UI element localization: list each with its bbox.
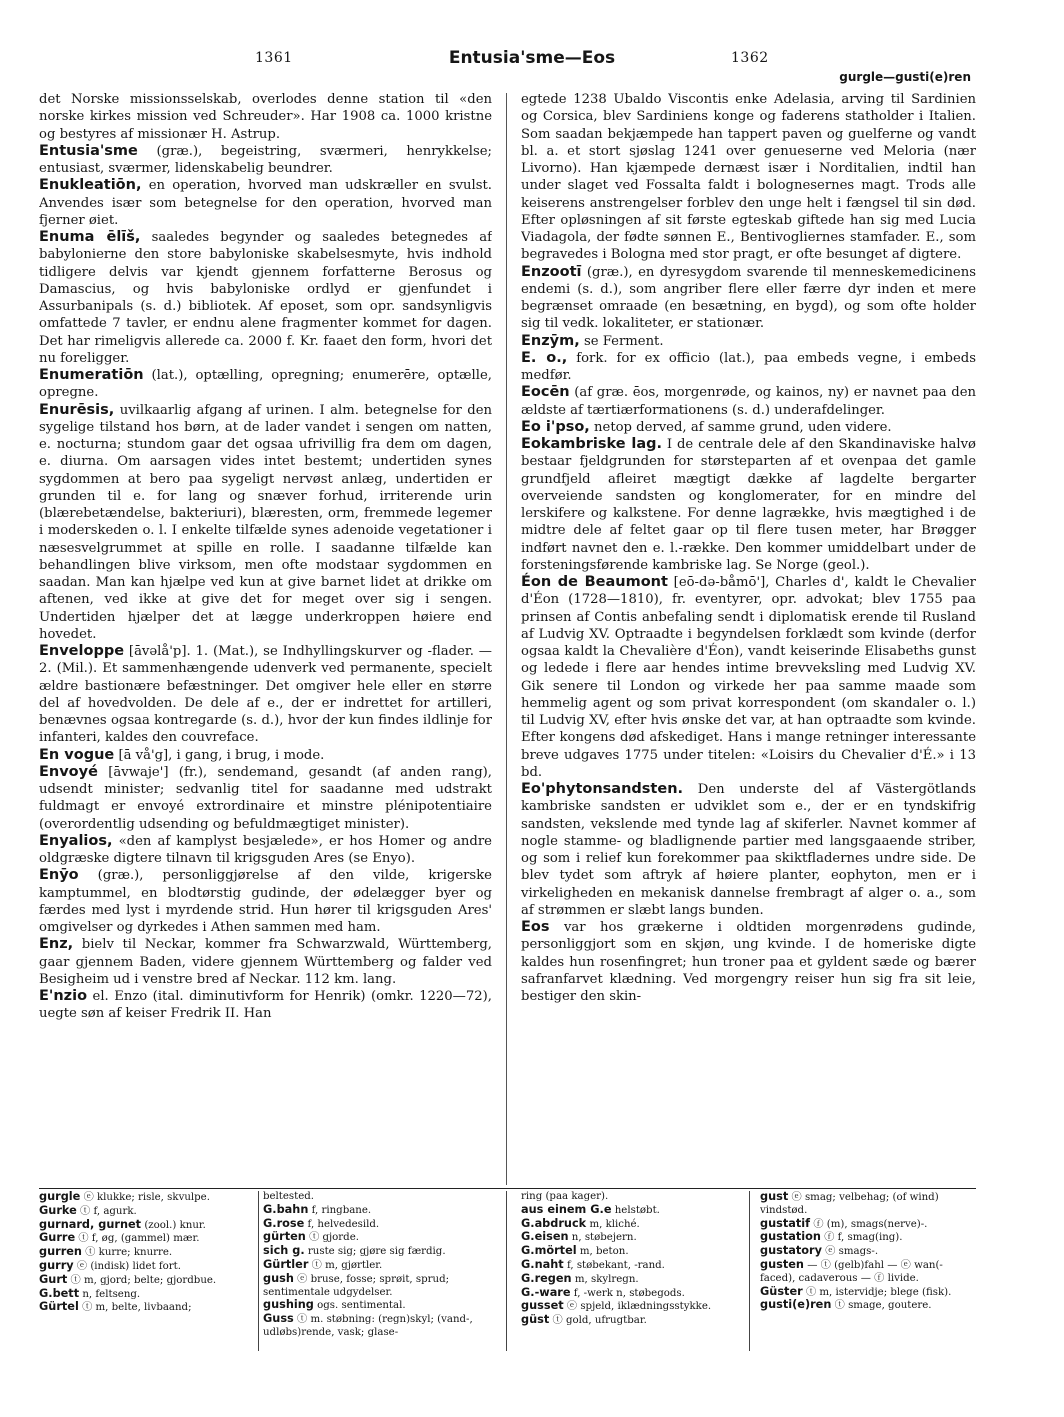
entry-text: ⓣ f, øg, (gammel) mær.: [78, 1233, 200, 1245]
dictionary-entry: [760, 1191, 976, 1218]
entry-headword: G.bahn: [263, 1202, 309, 1216]
dictionary-entry: [760, 1245, 976, 1259]
entry-headword: güst: [521, 1313, 550, 1327]
dictionary-entry: [521, 1287, 742, 1301]
entry-text: ⓔ smag; velbehag; (of wind) vindstød.: [760, 1192, 939, 1216]
entry-headword: En vogue: [39, 746, 115, 763]
entry-headword: gurnard, gurnet: [39, 1217, 142, 1231]
dictionary-entry: [39, 833, 492, 868]
dictionary-entry: [521, 436, 976, 574]
dictionary-entry: [39, 764, 492, 833]
dictionary-entry: [39, 867, 492, 936]
entry-headword: G.mörtel: [521, 1244, 577, 1258]
dictionary-entry: [263, 1313, 497, 1340]
entry-headword: Enumeratiōn: [39, 367, 144, 383]
entry-headword: Güster: [760, 1284, 803, 1298]
entry-headword: Guss: [263, 1312, 294, 1326]
entry-text: el. Enzo (ital. diminutivform for Henrik) (omkr. 1220—72), uegte søn af keiser Fredrik II. Han: [39, 989, 492, 1022]
entry-headword: Enz,: [39, 936, 74, 953]
dictionary-entry: [263, 1204, 497, 1218]
dictionary-entry: [760, 1218, 976, 1232]
entry-text: ⓕ f, smag(ing).: [824, 1232, 903, 1244]
entry-text: m, kliché.: [589, 1218, 640, 1230]
entry-headword: gustatory: [760, 1244, 822, 1258]
entry-text: — ⓣ (gelb)fahl — ⓔ wan(-faced), cadaverous — ⓕ livide.: [760, 1259, 943, 1284]
guide-words: gurgle—gusti(e)ren: [839, 70, 971, 84]
entry-text: ogs. sentimental.: [317, 1300, 406, 1312]
dictionary-entry: [521, 1231, 742, 1245]
entry-text: ⓣ m, istervidje; blege (fisk).: [805, 1286, 952, 1298]
dictionary-entry: [521, 333, 976, 350]
entry-headword: G.-ware: [521, 1285, 571, 1299]
dictionary-entry: [521, 1314, 742, 1328]
entry-headword: Enuma ēlīš,: [39, 229, 141, 245]
footer-divider: [749, 1191, 750, 1351]
entry-text: beltested.: [263, 1191, 315, 1202]
entry-text: (af græ. ēos, morgenrøde, og kainos, ny) er navnet paa den ældste af tærtiærformationens (s. d.) underafdelinger.: [521, 385, 976, 418]
entry-text: [āvəlå'p]. 1. (Mat.), se Indhyllingskurver og -flader. — 2. (Mil.). Et sammenhængende udenverk ved permanente, specielt ældre bastionære befæstninger. Det omgiver hele eller en større del af hovedvolden. De dele af e., der er indrettet for artilleri, benævnes ogsaa kontregarde (s. d.), hvor der kun findes ildlinje for infanteri, kaldes den couvreface.: [39, 644, 492, 746]
entry-headword: G.eisen: [521, 1230, 569, 1244]
entry-headword: Enzȳm,: [521, 332, 580, 349]
entry-text: f, støbekant, -rand.: [566, 1259, 665, 1271]
entry-headword: G.abdruck: [521, 1216, 587, 1230]
entry-text: helstøbt.: [614, 1204, 660, 1216]
footer-rule: [39, 1188, 976, 1189]
entry-headword: Enukleatiōn,: [39, 177, 142, 194]
entry-headword: Enȳo: [39, 867, 79, 884]
entry-text: ⓔ bruse, fosse; sprøit, sprud; sentimentale udgydelser.: [263, 1273, 450, 1298]
dictionary-entry: [39, 177, 492, 229]
entry-headword: G.rose: [263, 1216, 305, 1230]
dictionary-entry: [39, 229, 492, 367]
dictionary-entry: [263, 1218, 497, 1232]
entry-headword: Gürtel: [39, 1300, 79, 1314]
entry-text: n, feltseng.: [82, 1288, 141, 1300]
entry-text: [ā vå'g], i gang, i brug, i mode.: [118, 747, 325, 763]
dictionary-entry: [521, 350, 976, 385]
dictionary-entry: [760, 1299, 976, 1313]
entry-text: f, -werk n, støbegods.: [573, 1287, 685, 1299]
entry-headword: gusset: [521, 1299, 564, 1313]
dictionary-entry: [263, 1299, 497, 1313]
entry-headword: E. o.,: [521, 349, 568, 366]
dictionary-entry: [521, 91, 976, 264]
dictionary-entry: [39, 643, 492, 747]
entry-text: se Ferment.: [583, 333, 664, 349]
footer-column-3: [521, 1191, 742, 1391]
entry-text: (græ.), begeistring, sværmeri, henrykkelse; entusiast, sværmer, lidenskabelig beundrer.: [39, 143, 492, 176]
dictionary-entry: [39, 1232, 254, 1246]
dictionary-entry: [521, 264, 976, 333]
dictionary-entry: [39, 936, 492, 988]
right-column: [521, 91, 976, 1187]
entry-headword: aus einem G.e: [521, 1202, 612, 1216]
entry-text: saaledes begynder og saaledes betegnedes af babylonierne den store babyloniske skabelsesmyte, hvis indhold tidligere delvis var kjendt gjennem forfatterne Berosus og Damascius, og hvis babyloniske ordlyd er gjenfundet i Assurbanipals (s. d.) bibliotek. Af eposet, som opr. sandsynligvis omfattede 7 tavler, er endnu alene fragmenter kommet for dagen. Det har rimeligvis allerede ca. 2000 f. Kr. faaet den form, hvori det nu foreligger.: [39, 230, 492, 366]
entry-headword: G.bett: [39, 1286, 80, 1300]
entry-headword: Gurre: [39, 1231, 76, 1245]
entry-text: n, støbejern.: [571, 1232, 637, 1244]
dictionary-entry: [521, 1259, 742, 1273]
entry-headword: Enyalios,: [39, 832, 113, 849]
entry-headword: Eos: [521, 919, 550, 935]
entry-headword: Enveloppe: [39, 643, 125, 659]
entry-headword: Gurt: [39, 1272, 68, 1286]
entry-text: ring (paa kager).: [521, 1191, 609, 1202]
entry-text: en operation, hvorved man udskræller en svulst. Anvendes især som betegnelse for den operation, hvorved man fjerner øiet.: [39, 178, 492, 228]
entry-headword: Enzootī: [521, 263, 582, 280]
entry-text: ruste sig; gjøre sig færdig.: [307, 1246, 446, 1258]
entry-text: ⓔ smags-.: [825, 1246, 879, 1258]
entry-text: ⓣ kurre; knurre.: [85, 1247, 173, 1259]
dictionary-entry: [521, 1218, 742, 1232]
entry-text: [eō-də-båmō'], Charles d', kaldt le Chevalier d'Éon (1728—1810), fr. eventyrer, opr. advokat; blev 1755 paa prinsen af Contis anbefaling sendt i diplomatisk erende til Rusland af Ludvig XV. Optraadte i begyndelsen forklædt som kvinde (derfor ogsaa kaldt la Chevalière d'Éon), vandt keiserinde Elisabeths gunst og ledede i flere aar hendes intime brevveksling med Ludvig XV. Gik senere til London og virkede her paa samme maade som hemmelig agent og som privat korrespondent (om skandaler o. l.) til Ludvig XV, efter hvis ønske det var, at han optraadte som kvinde. Efter kongens død afskediget. Hans i mange retninger interessante breve udgaves 1775 under titelen: «Loisirs du Chevalier d'É.» i 13 bd.: [521, 575, 976, 780]
dictionary-entry: [263, 1245, 497, 1259]
entry-headword: gusten: [760, 1257, 804, 1271]
entry-text: m, skylregn.: [574, 1273, 639, 1285]
entry-text: var hos grækerne i oldtiden morgenrødens gudinde, personliggjort som en skjøn, ung kvinde. I de homeriske digte kaldes hun rosenfingret; hun troner paa et gyldent sæde og bærer safranfarvet klædning. Ved morgengry reiser hun sig fra sit leie, bestiger den skin-: [521, 920, 976, 1004]
dictionary-entry: [39, 1219, 254, 1233]
dictionary-entry: [39, 1274, 254, 1288]
dictionary-entry: [39, 143, 492, 178]
dictionary-entry: [521, 1245, 742, 1259]
entry-headword: Entusia'sme: [39, 142, 138, 159]
entry-text: netop derved, af samme grund, uden videre.: [594, 419, 892, 435]
entry-text: [āvwaje'] (fr.), sendemand, gesandt (af anden rang), udsendt minister; sedvanlig titel for saadanne med udstrakt fuldmagt er envoyé extrordinaire et minstre plénipotentiaire (overordentlig udsending og befuldmægtiget minister).: [39, 764, 492, 832]
entry-headword: Gurke: [39, 1203, 77, 1217]
entry-text: ⓕ (m), smags(nerve)-.: [813, 1218, 928, 1230]
dictionary-entry: [39, 988, 492, 1023]
entry-headword: Gürtler: [263, 1257, 309, 1271]
entry-text: I de centrale dele af den Skandinaviske halvø bestaar fjeldgrunden for størsteparten af et ovenpaa det gamle grundfjeld afleiret mægtigt dække af lagdelte bergarter overveiende sandsten og konglomerater, for en mindre del lerskifere og kalkstene. For denne lagrække, hvis mægtighed i de midtre dele af feltet gaar op til flere tusen meter, har Brøgger indført navnet den e. l.-række. Den kommer umiddelbart under de forsteningsførende kambriske lag. Se Norge (geol.).: [521, 437, 976, 573]
footer-divider: [258, 1191, 259, 1351]
entry-headword: Éon de Beaumont: [521, 574, 668, 590]
page-number-left: 1361: [255, 50, 293, 66]
entry-headword: gustation: [760, 1230, 821, 1244]
dictionary-entry: [263, 1259, 497, 1273]
dictionary-entry: [263, 1273, 497, 1300]
left-column: [39, 91, 492, 1187]
entry-headword: gürten: [263, 1230, 306, 1244]
entry-text: ⓣ f, agurk.: [80, 1205, 137, 1217]
dictionary-entry: [521, 419, 976, 436]
dictionary-entry: [760, 1259, 976, 1286]
dictionary-entry: [760, 1286, 976, 1300]
entry-headword: gustatif: [760, 1216, 811, 1230]
dictionary-entry: [521, 1300, 742, 1314]
entry-text: «den af kamplyst besjælede», er hos Homer og andre oldgræske digtere tilnavn til krigsguden Ares (se Enyo).: [39, 833, 492, 866]
entry-text: bielv til Neckar, kommer fra Schwarzwald, Württemberg, gaar gjennem Baden, videre gjennem Württemberg og falder ved Besigheim ud i venstre bred af Neckar. 112 km. lang.: [39, 937, 492, 987]
footer-column-1: [39, 1191, 254, 1391]
entry-text: (græ.), personliggjørelse af den vilde, krigerske kamptummel, en blodtørstig gudinde, der ødelægger byer og færdes med lyst i myrdende strid. Hun hører til krigsguden Ares' omgivelser og dyrkedes i Athen sammen med ham.: [39, 868, 492, 935]
entry-headword: Eokambriske lag.: [521, 436, 662, 452]
entry-headword: G.regen: [521, 1271, 572, 1285]
dictionary-entry: [521, 384, 976, 419]
column-divider: [506, 93, 507, 1185]
dictionary-entry: [521, 574, 976, 781]
dictionary-entry: [39, 1288, 254, 1302]
footer-column-4: [760, 1191, 976, 1391]
entry-text: ⓔ (indisk) lidet fort.: [76, 1260, 182, 1272]
entry-text: (zool.) knur.: [144, 1219, 206, 1231]
entry-headword: sich g.: [263, 1244, 305, 1258]
dictionary-entry: [39, 402, 492, 644]
entry-text: ⓣ m. støbning: (regn)skyl; (vand-, udløbs)rende, vask; glase-: [263, 1314, 473, 1338]
dictionary-entry: [39, 747, 492, 764]
dictionary-entry: [521, 781, 976, 919]
entry-text: f, ringbane.: [311, 1204, 372, 1216]
dictionary-entry: [521, 1204, 742, 1218]
dictionary-entry: [760, 1231, 976, 1245]
dictionary-entry: [39, 1260, 254, 1274]
entry-text: (lat.), optælling, opregning; enumerēre, optælle, opregne.: [39, 368, 492, 401]
entry-headword: E'nzio: [39, 988, 88, 1004]
entry-text: fork. for ex officio (lat.), paa embeds vegne, i embeds medfør.: [521, 350, 976, 383]
entry-headword: Eocēn: [521, 384, 570, 401]
footer-divider: [506, 1191, 507, 1351]
entry-text: ⓣ smage, goutere.: [834, 1300, 932, 1312]
entry-headword: gurren: [39, 1245, 82, 1259]
entry-headword: Eo i'pso,: [521, 418, 590, 435]
entry-headword: gurry: [39, 1258, 74, 1272]
dictionary-entry: [263, 1231, 497, 1245]
entry-text: (græ.), en dyresygdom svarende til menneskemedicinens endemi (s. d.), som angriber flere eller færre dyr inden et mere begrænset omraade (en besætning, en bygd), og som ofte holder sig til vedk. lokaliteter, er stationær.: [521, 264, 976, 332]
entry-text: ⓣ m, belte, livbaand;: [82, 1302, 192, 1314]
entry-headword: gushing: [263, 1298, 314, 1312]
dictionary-entry: [521, 919, 976, 1005]
entry-text: det Norske missionsselskab, overlodes denne station til «den norske kirkes mission ved Schreuder». Har 1908 ca. 1000 kristne og bestyres af missionær H. Astrup.: [39, 92, 492, 142]
entry-headword: gust: [760, 1191, 789, 1203]
dictionary-entry: [39, 1246, 254, 1260]
entry-text: Den underste del af Västergötlands kambriske sandsten er udviklet som e., der er en tyndskifrig sandsten, vekslende med tynde lag af skiferler. Navnet kommer af nogle stamme- og bladlignende partier med langsgaaende striber, og som i relief kun forekommer paa skiktfladernes undre side. De blev tydet som aftryk af høiere planter, eophyton, men er i virkeligheden en mekanisk dannelse frembragt af alger o. a., som af strømmen er slæbt langs bunden.: [521, 782, 976, 918]
entry-text: egtede 1238 Ubaldo Viscontis enke Adelasia, arving til Sardinien og Corsica, blev Sardiniens konge og faderens statholder i Italien. Som saadan bekjæmpede han tappert paven og guelferne og vandt bl. a. et stort sjøslag 1241 over genueserne ved Meloria (nær Livorno). Han kjæmpede dernæst især i Norditalien, indtil han under slaget ved Fossalta faldt i bolognesernes magt. Trods alle keiserens anstrengelser forblev den unge helt i fængsel til sin død. Efter opløsningen af sit første egteskab giftede han sig med Lucia Viadagola, der fødte sønnen E., Bentivogliernes stamfader. E., som begravedes i Bologna med stor pragt, er ofte besunget af digtere.: [521, 92, 976, 263]
entry-text: ⓣ m, gjord; belte; gjordbue.: [70, 1274, 217, 1286]
dictionary-entry: [39, 1191, 254, 1205]
entry-text: ⓣ gjorde.: [309, 1232, 359, 1244]
dictionary-entry: [521, 1273, 742, 1287]
dictionary-entry: [39, 91, 492, 143]
entry-headword: Envoyé: [39, 763, 98, 780]
entry-text: ⓔ klukke; risle, skvulpe.: [83, 1192, 210, 1203]
entry-headword: gush: [263, 1271, 294, 1285]
entry-text: ⓣ m, gjørtler.: [311, 1259, 383, 1271]
page-number-right: 1362: [731, 50, 769, 66]
entry-headword: gusti(e)ren: [760, 1298, 832, 1312]
entry-text: m, beton.: [579, 1246, 629, 1258]
entry-text: ⓔ spjeld, iklædningsstykke.: [566, 1301, 712, 1313]
entry-headword: Eo'phytonsandsten.: [521, 781, 684, 797]
entry-text: uvilkaarlig afgang af urinen. I alm. betegnelse for den sygelige tilstand hos børn, at de lader vandet i sengen om natten, e. nocturna; stundom gaar det ogsaa ufrivillig fra dem om dagen, e. diurna. Om aarsagen vides intet bestemt; undertiden synes sygdommen at bero paa sygeligt nervøst anlæg, undertiden er grunden til e. for lang og snæver forhud, irriterende urin (blærebetændelse, bakteriuri), blæresten, orm, fremmede legemer i moderskeden o. l. I enkelte tilfælde synes adenoide vegetationer i næsesvelgrummet at spille en rolle. I saadanne tilfælde kan behandlingen blive virksom, men ofte modstaar sygdommen en saadan. Man kan hjælpe ved kun at give barnet lidet at drikke om aftenen, ved ikke at give det for meget over sig i sengen. Undertiden hjælper det at lægge underkroppen høiere end hovedet.: [39, 402, 492, 642]
running-title: Entusia'sme—Eos: [448, 48, 616, 68]
entry-headword: gurgle: [39, 1191, 81, 1203]
dictionary-entry: [39, 1205, 254, 1219]
entry-text: f, helvedesild.: [307, 1218, 380, 1230]
entry-text: ⓣ gold, ufrugtbar.: [552, 1315, 647, 1327]
dictionary-entry: [39, 367, 492, 402]
entry-headword: Enurēsis,: [39, 401, 115, 418]
entry-headword: G.naht: [521, 1257, 564, 1271]
dictionary-entry: [39, 1301, 254, 1315]
footer-column-2: [263, 1191, 497, 1391]
